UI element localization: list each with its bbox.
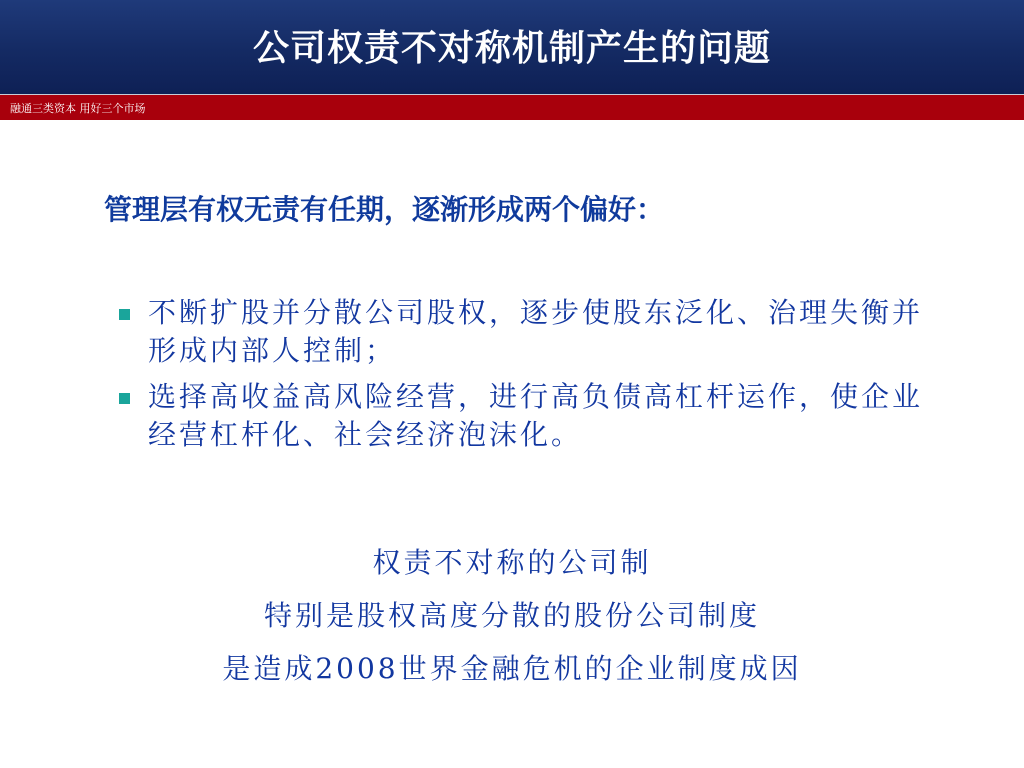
bullet-item bbox=[116, 294, 936, 370]
bullet-list bbox=[116, 294, 936, 462]
bullet-item bbox=[116, 378, 936, 454]
conclusion-line: 特别是股权高度分散的股份公司制度 bbox=[263, 599, 760, 632]
slide-title: 公司权责不对称机制产生的问题 bbox=[252, 27, 771, 69]
bullet-text: 选择高收益高风险经营，进行高负债高杠杆运作，使企业经营杠杆化、社会经济泡沫化。 bbox=[148, 380, 924, 451]
conclusion-line: 权责不对称的公司制 bbox=[372, 546, 652, 579]
tagline: 融通三类资本 用好三个市场 bbox=[10, 102, 146, 115]
title-bar bbox=[0, 0, 1024, 94]
subheading: 管理层有权无责有任期，逐渐形成两个偏好： bbox=[104, 193, 665, 226]
square-bullet-icon bbox=[119, 393, 130, 404]
bullet-text: 不断扩股并分散公司股权，逐步使股东泛化、治理失衡并形成内部人控制； bbox=[148, 296, 924, 367]
conclusion-line: 是造成2008世界金融危机的企业制度成因 bbox=[222, 652, 802, 685]
tagline-bar bbox=[0, 94, 1024, 120]
conclusion-block bbox=[0, 536, 1024, 695]
square-bullet-icon bbox=[119, 309, 130, 320]
